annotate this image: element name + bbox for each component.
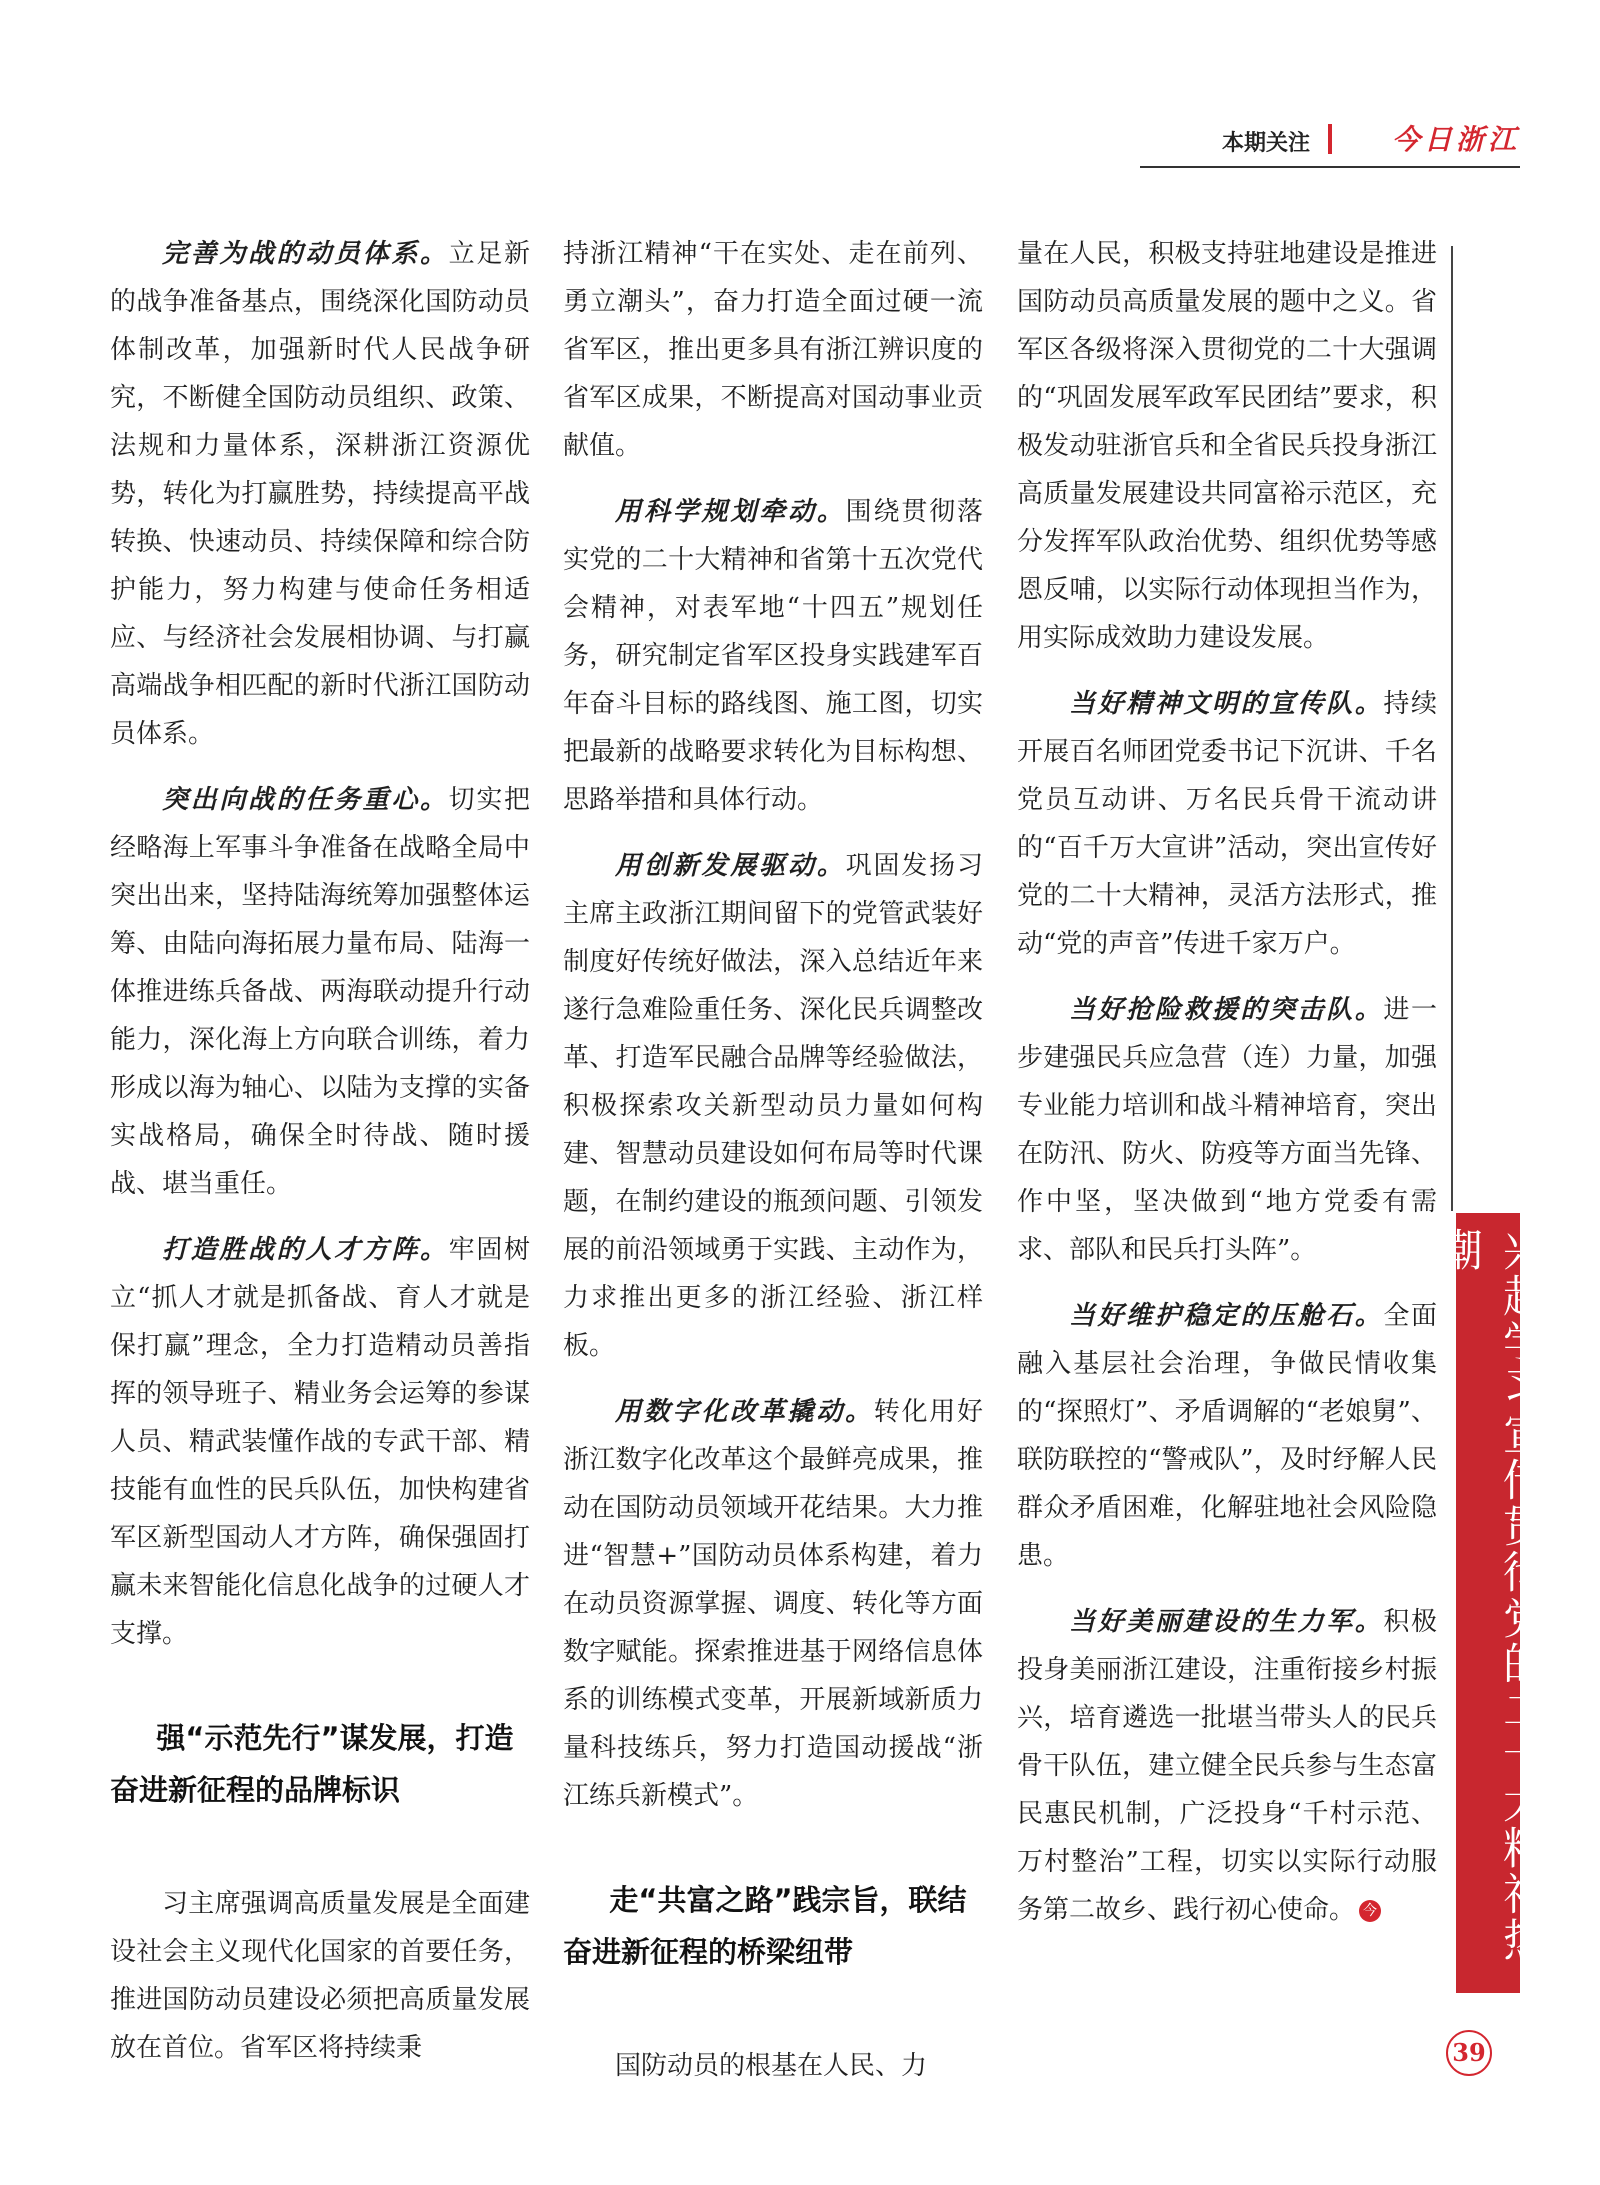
section-heading: 强“示范先行”谋发展，打造奋进新征程的品牌标识 bbox=[110, 1721, 514, 1807]
header-separator bbox=[1328, 124, 1332, 154]
paragraph bbox=[110, 230, 530, 758]
paragraph-body: 围绕贯彻落实党的二十大精神和省第十五次党代会精神，对表军地“十四五”规划任务，研究制定省军区投身实践建军百年奋斗目标的路线图、施工图，切实把最新的战略要求转化为目标构想、思路举措和具体行动。 bbox=[563, 497, 983, 815]
paragraph bbox=[1017, 1292, 1437, 1580]
paragraph-lead: 当好维护稳定的压舱石。 bbox=[1069, 1301, 1384, 1331]
paragraph-body: 全面融入基层社会治理，争做民情收集的“探照灯”、矛盾调解的“老娘舅”、联防联控的“警戒队”，及时纾解人民群众矛盾困难，化解驻地社会风险隐患。 bbox=[1017, 1301, 1437, 1571]
paragraph-lead: 打造胜战的人才方阵。 bbox=[162, 1235, 449, 1265]
paragraph bbox=[1017, 680, 1437, 968]
paragraph-lead: 当好精神文明的宣传队。 bbox=[1069, 689, 1384, 719]
paragraph bbox=[563, 1388, 983, 1820]
paragraph bbox=[1017, 1598, 1437, 1934]
side-rule bbox=[1451, 246, 1453, 1211]
paragraph bbox=[563, 488, 983, 824]
page-number: 39 bbox=[1446, 2030, 1492, 2076]
paragraph-body: 转化用好浙江数字化改革这个最鲜亮成果，推动在国防动员领域开花结果。大力推进“智慧+”国防动员体系构建，着力在动员资源掌握、调度、转化等方面数字赋能。探索推进基于网络信息体系的训练模式变革，开展新域新质力量科技练兵，努力打造国动援战“浙江练兵新模式”。 bbox=[563, 1397, 983, 1811]
section-label: 本期关注 bbox=[1221, 131, 1310, 156]
side-banner-title: 兴起学习宣传贯彻党的二十大精神热潮 bbox=[1431, 1227, 1546, 1963]
paragraph-body: 巩固发扬习主席主政浙江期间留下的党管武装好制度好传统好做法，深入总结近年来遂行急难险重任务、深化民兵调整改革、打造军民融合品牌等经验做法，积极探索攻关新型动员力量如何构建、智慧动员建设如何布局等时代课题，在制约建设的瓶颈问题、引领发展的前沿领域勇于实践、主动作为，力求推出更多的浙江经验、浙江样板。 bbox=[563, 851, 983, 1361]
paragraph-body: 持续开展百名师团党委书记下沉讲、千名党员互动讲、万名民兵骨干流动讲的“百千万大宣讲”活动，突出宣传好党的二十大精神，灵活方法形式，推动“党的声音”传进千家万户。 bbox=[1017, 689, 1437, 959]
article-column-1 bbox=[110, 230, 530, 2063]
paragraph-lead: 突出向战的任务重心。 bbox=[162, 785, 449, 815]
paragraph-lead: 用数字化改革撬动。 bbox=[615, 1397, 874, 1427]
paragraph-lead: 当好美丽建设的生力军。 bbox=[1069, 1607, 1384, 1637]
paragraph-lead: 用创新发展驱动。 bbox=[615, 851, 846, 881]
paragraph: 国防动员的根基在人民、力 bbox=[615, 2051, 928, 2081]
article-column-3 bbox=[1017, 230, 1437, 2060]
paragraph-lead: 用科学规划牵动。 bbox=[615, 497, 846, 527]
paragraph bbox=[110, 1226, 530, 1658]
paragraph-body: 立足新的战争准备基点，围绕深化国防动员体制改革，加强新时代人民战争研究，不断健全国防动员组织、政策、法规和力量体系，深耕浙江资源优势，转化为打赢胜势，持续提高平战转换、快速动员、持续保障和综合防护能力，努力构建与使命任务相适应、与经济社会发展相协调、与打赢高端战争相匹配的新时代浙江国防动员体系。 bbox=[110, 239, 530, 749]
paragraph-body: 牢固树立“抓人才就是抓备战、育人才就是保打赢”理念，全力打造精动员善指挥的领导班子、精业务会运筹的参谋人员、精武装懂作战的专武干部、精技能有血性的民兵队伍，加快构建省军区新型国动人才方阵，确保强固打赢未来智能化信息化战争的过硬人才支撑。 bbox=[110, 1235, 530, 1649]
end-mark-icon: 今 bbox=[1359, 1900, 1381, 1922]
paragraph bbox=[1017, 986, 1437, 1274]
magazine-logo: 今日浙江 bbox=[1391, 123, 1520, 156]
paragraph: 量在人民，积极支持驻地建设是推进国防动员高质量发展的题中之义。省军区各级将深入贯彻党的二十大强调的“巩固发展军政军民团结”要求，积极发动驻浙官兵和全省民兵投身浙江高质量发展建设共同富裕示范区，充分发挥军队政治优势、组织优势等感恩反哺，以实际行动体现担当作为，用实际成效助力建设发展。 bbox=[1017, 239, 1437, 653]
section-heading: 走“共富之路”践宗旨，联结奋进新征程的桥梁纽带 bbox=[563, 1883, 967, 1969]
paragraph-body: 积极投身美丽浙江建设，注重衔接乡村振兴，培育遴选一批堪当带头人的民兵骨干队伍，建立健全民兵参与生态富民惠民机制，广泛投身“千村示范、万村整治”工程，切实以实际行动服务第二故乡、践行初心使命。 bbox=[1017, 1607, 1437, 1925]
header-rule bbox=[1140, 166, 1520, 168]
paragraph-body: 切实把经略海上军事斗争准备在战略全局中突出出来，坚持陆海统筹加强整体运筹、由陆向海拓展力量布局、陆海一体推进练兵备战、两海联动提升行动能力，深化海上方向联合训练，着力形成以海为轴心、以陆为支撑的实备实战格局，确保全时待战、随时援战、堪当重任。 bbox=[110, 785, 530, 1199]
running-header bbox=[1140, 112, 1520, 168]
paragraph: 持浙江精神“干在实处、走在前列、勇立潮头”，奋力打造全面过硬一流省军区，推出更多具有浙江辨识度的省军区成果，不断提高对国动事业贡献值。 bbox=[563, 239, 983, 461]
paragraph-lead: 当好抢险救援的突击队。 bbox=[1069, 995, 1384, 1025]
side-banner bbox=[1431, 1213, 1546, 1993]
paragraph bbox=[110, 776, 530, 1208]
paragraph bbox=[563, 842, 983, 1370]
paragraph: 习主席强调高质量发展是全面建设社会主义现代化国家的首要任务，推进国防动员建设必须把高质量发展放在首位。省军区将持续秉 bbox=[110, 1889, 530, 2063]
paragraph-body: 进一步建强民兵应急营（连）力量，加强专业能力培训和战斗精神培育，突出在防汛、防火、防疫等方面当先锋、作中坚，坚决做到“地方党委有需求、部队和民兵打头阵”。 bbox=[1017, 995, 1437, 1265]
paragraph-lead: 完善为战的动员体系。 bbox=[162, 239, 449, 269]
article-column-2 bbox=[563, 230, 983, 2081]
